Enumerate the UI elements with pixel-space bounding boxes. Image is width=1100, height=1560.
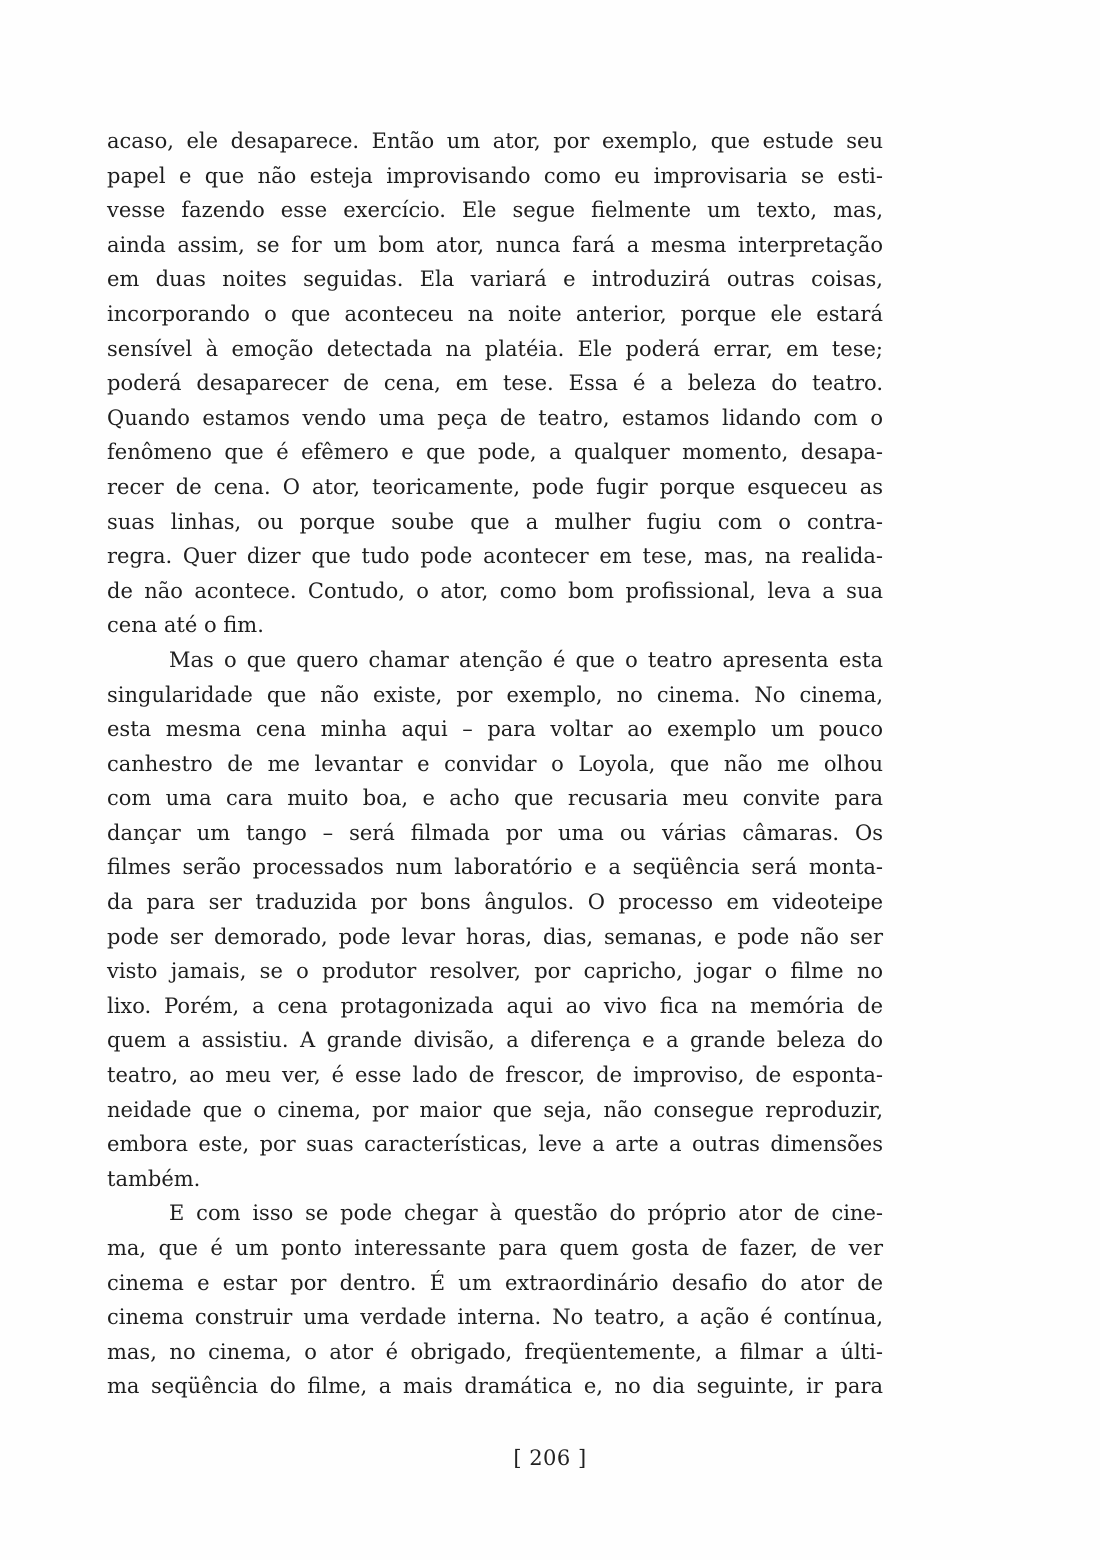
text-line: suas linhas, ou porque soube que a mulher fugiu com o contra- — [107, 509, 883, 534]
text-line: regra. Quer dizer que tudo pode acontecer em tese, mas, na realida- — [107, 544, 883, 569]
paragraph — [107, 1196, 883, 1404]
text-line: ma seqüência do filme, a mais dramática e, no dia seguinte, ir para — [107, 1374, 883, 1399]
text-line: recer de cena. O ator, teoricamente, pode fugir porque esqueceu as — [107, 474, 883, 499]
text-line: quem a assistiu. A grande divisão, a diferença e a grande beleza do — [107, 1028, 883, 1053]
text-line: poderá desaparecer de cena, em tese. Essa é a beleza do teatro. — [107, 371, 883, 396]
page-number: [ 206 ] — [513, 1446, 587, 1470]
text-line: esta mesma cena minha aqui – para voltar ao exemplo um pouco — [107, 717, 883, 742]
text-line: dançar um tango – será filmada por uma ou várias câmaras. Os — [107, 820, 883, 845]
text-line: cinema construir uma verdade interna. No teatro, a ação é contínua, — [107, 1305, 883, 1330]
text-line: cena até o fim. — [107, 613, 264, 638]
text-line: papel e que não esteja improvisando como eu improvisaria se esti- — [107, 163, 883, 188]
text-line: pode ser demorado, pode levar horas, dias, semanas, e pode não ser — [107, 924, 883, 949]
text-line: E com isso se pode chegar à questão do próprio ator de cine- — [169, 1201, 883, 1226]
text-line: lixo. Porém, a cena protagonizada aqui ao vivo fica na memória de — [107, 993, 883, 1018]
text-line: ma, que é um ponto interessante para quem gosta de fazer, de ver — [107, 1236, 883, 1260]
text-line: neidade que o cinema, por maior que seja, não consegue reproduzir, — [107, 1097, 883, 1122]
text-line: também. — [107, 1166, 201, 1191]
text-line: com uma cara muito boa, e acho que recusaria meu convite para — [107, 786, 883, 811]
text-line: incorporando o que aconteceu na noite anterior, porque ele estará — [107, 301, 883, 326]
text-line: singularidade que não existe, por exemplo, no cinema. No cinema, — [107, 682, 883, 707]
paragraph — [107, 643, 883, 1197]
text-line: acaso, ele desaparece. Então um ator, por exemplo, que estude seu — [107, 129, 883, 153]
text-line: da para ser traduzida por bons ângulos. O processo em videoteipe — [107, 890, 883, 915]
text-line: cinema e estar por dentro. É um extraordinário desafio do ator de — [107, 1270, 883, 1295]
text-line: mas, no cinema, o ator é obrigado, freqüentemente, a filmar a últi- — [107, 1339, 883, 1364]
text-line: ainda assim, se for um bom ator, nunca fará a mesma interpretação — [107, 232, 883, 257]
text-line: Mas o que quero chamar atenção é que o teatro apresenta esta — [169, 647, 883, 672]
text-line: filmes serão processados num laboratório e a seqüência será monta- — [107, 855, 883, 880]
paragraph — [107, 124, 883, 643]
text-line: fenômeno que é efêmero e que pode, a qualquer momento, desapa- — [107, 440, 883, 465]
body-text — [107, 124, 883, 1404]
text-line: Quando estamos vendo uma peça de teatro, estamos lidando com o — [107, 405, 883, 430]
text-line: de não acontece. Contudo, o ator, como bom profissional, leva a sua — [107, 578, 883, 603]
text-line: canhestro de me levantar e convidar o Loyola, que não me olhou — [107, 751, 883, 776]
text-line: embora este, por suas características, leve a arte a outras dimensões — [107, 1132, 883, 1157]
text-line: visto jamais, se o produtor resolver, por capricho, jogar o filme no — [107, 959, 883, 984]
text-line: sensível à emoção detectada na platéia. Ele poderá errar, em tese; — [107, 336, 883, 361]
text-line: em duas noites seguidas. Ela variará e introduzirá outras coisas, — [107, 267, 883, 292]
text-line: vesse fazendo esse exercício. Ele segue fielmente um texto, mas, — [107, 198, 883, 223]
text-line: teatro, ao meu ver, é esse lado de frescor, de improviso, de esponta- — [107, 1063, 883, 1088]
